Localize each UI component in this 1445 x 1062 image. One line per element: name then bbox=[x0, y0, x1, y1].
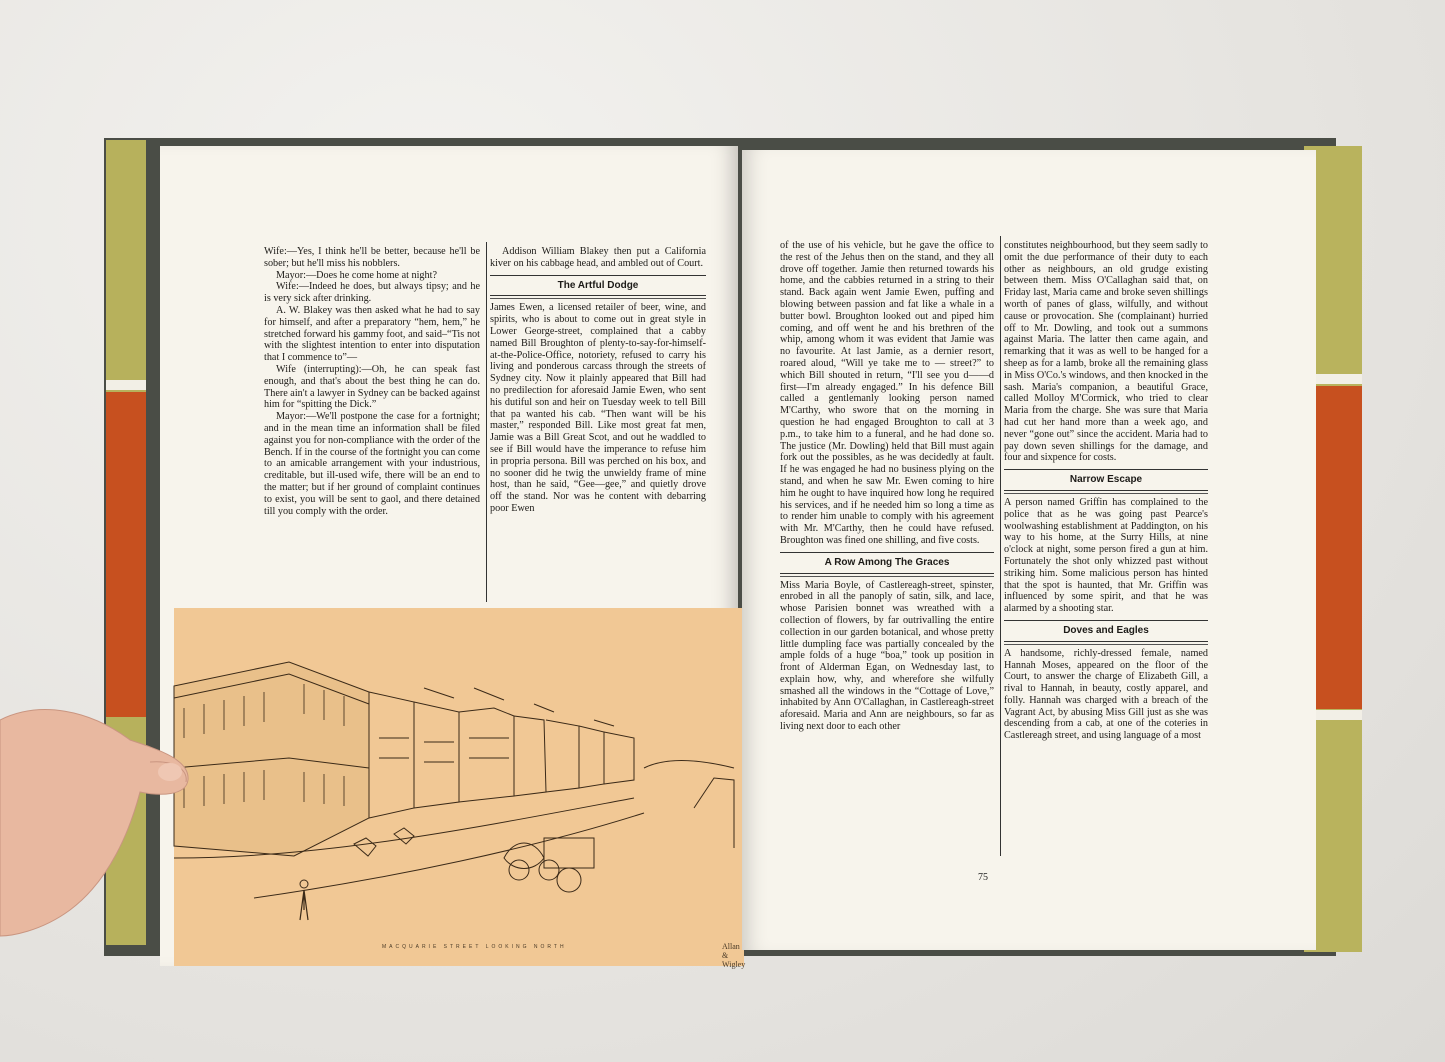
paragraph: Wife:—Yes, I think he'll be better, because he'll be sober; but he'll miss his nobblers. bbox=[264, 246, 480, 269]
illustration-caption: MACQUARIE STREET LOOKING NORTH bbox=[382, 944, 567, 950]
right-column-2 bbox=[1004, 240, 1208, 742]
paragraph: A person named Griffin has complained to the police that as he was going past Pearce's woolwashing establishment at Paddington, on his way to his home, at the Surry Hills, at nine o'clock at night, some person fired a gun at him. Fortunately the shot only whizzed past without striking him. Some malicious person has hinted that the spot is haunted, that Mr. Griffin was influenced by some spirit, and that he was alarmed by a shooting star. bbox=[1004, 496, 1208, 615]
street-engraving bbox=[174, 608, 744, 966]
publisher-credit: Allan & Wigley bbox=[722, 942, 746, 969]
paragraph: James Ewen, a licensed retailer of beer, wine, and spirits, who is about to come out in great style in Lower George-street, complained that a cabby named Bill Broughton of plenty-to-say-for-himself-at-the-Police-Office, notoriety, refused to carry his living and ponderous carcass through the streets of Sydney city. Now it plainly appeared that Bill had no predilection for aforesaid Jamie Ewen, who sent his dutiful son and heir on Tuesday week to tell Bill that pa wanted his cab. “Then want will be his master,” responded Bill. Like most great fat men, Jamie was a Bill Great Scot, and out he waddled to see if Bill would have the imperance to refuse him in propria persona. Bill was perched on his box, and no sooner did he twig the unwieldy frame of mine host, than he said, “Gee—gee,” and quietly drove off the stand. Nor was he content with debarring poor Ewen bbox=[490, 302, 706, 514]
paragraph: Mayor:—We'll postpone the case for a fortnight; and in the mean time an information shall be filed against you for non-compliance with the order of the Bench. If in the course of the fortnight you can come to an amicable arrangement with your industrious, creditable, but ill-used wife, there will be an end to the matter; but if her ground of complaint continues to exist, you will be sent to gaol, and there detained till you comply with the order. bbox=[264, 411, 480, 517]
paragraph: Mayor:—Does he come home at night? bbox=[276, 269, 437, 281]
paragraph: A. W. Blakey was then asked what he had to say for himself, and after a preparatory “hem, hem,” he stretched forward his gammy foot, and said–“Tis not with the slightest intention to enter into disputation that I commence to”— bbox=[264, 304, 480, 364]
cover-band-left bbox=[106, 380, 146, 390]
paragraph: of the use of his vehicle, but he gave the office to the rest of the Jehus then on the stand, and they all drove off together. Jamie then returned towards his home, and the cabbies returned in a string to their stand. Back again went Jamie Ewen, puffing and blowing between passion and fat like a whale in a butter bowl. Broughton looked out and piped him coming, and off went he and his brethren of the whip, among whom it was evident that Jamie was no favourite. At last Jamie, as a dernier resort, roared aloud, “Will ye take me to — street?” to which Bill shouted in return, “I'll see you d——d first—I'm already engaged.” In his defence Bill called a gentlemanly looking person named M'Carthy, who swore that on the morning in question he had engaged Broughton to call at 3 p.m., to take him to a funeral, and he had done so. The justice (Mr. Dowling) held that Bill must again fork out the possibles, as he was decidedly at fault. If he was engaged he had no business plying on the stand, and when he saw Mr. Ewen coming to hire him he ought to have inquired how long he required his services, and if he needed him so long a time as to render him unable to comply with his agreement with Mr. M'Carthy, then he could have refused. Broughton was fined one shilling, and five costs. bbox=[780, 240, 994, 546]
paragraph: constitutes neighbourhood, but they seem sadly to omit the due performance of their duty to each other as neighbours, an old grudge existing between them. Miss O'Callaghan said that, on Friday last, Maria came and broke seven shillings worth of panes of glass, wilfully, and without cause or provocation. She (complainant) hurried off to Mr. Dowling, and took out a summons against Maria. The latter then came again, and remarking that it was as well to be hanged for a sheep as for a lamb, broke all the remaining glass in Miss O'Co.'s windows, and then knocked in the sash. Maria's companion, a beautiful Grace, called Molloy M'Cormick, who tried to clear Maria from the charge. She was sure that Maria had cut her hand more than a week ago, and never “gone out” since the accident. Maria had to pay down seven shillings for the damage, and four and sixpence for costs. bbox=[1004, 240, 1209, 464]
column-rule bbox=[1000, 236, 1001, 856]
paragraph: Wife (interrupting):—Oh, he can speak fast enough, and that's about the best thing he can do. There ain't a lawyer in Sydney can be backed against him for “spitting the Dick.” bbox=[264, 363, 480, 411]
section-heading-doves-eagles: Doves and Eagles bbox=[1004, 620, 1208, 642]
page-number: 75 bbox=[978, 872, 988, 883]
paragraph: A handsome, richly-dressed female, named Hannah Moses, appeared on the floor of the Court, to answer the charge of Elizabeth Gill, a rival to Hannah, in beauty, costly apparel, and folly. Hannah was charged with a breach of the Vagrant Act, by abusing Miss Gill just as she was descending from a cab, at one of the coteries in Castlereagh street, and using language of a most bbox=[1004, 647, 1208, 742]
cover-stripe-left bbox=[106, 392, 146, 717]
hand-image bbox=[0, 700, 200, 940]
paragraph: Addison William Blakey then put a California kiver on his cabbage head, and ambled out of Court. bbox=[490, 246, 706, 269]
left-column-2 bbox=[490, 246, 706, 515]
street-illustration bbox=[174, 608, 746, 969]
section-heading-narrow-escape: Narrow Escape bbox=[1004, 469, 1208, 491]
right-page bbox=[742, 150, 1316, 950]
column-rule bbox=[486, 242, 487, 602]
left-column-1 bbox=[264, 246, 480, 517]
section-heading-artful-dodge: The Artful Dodge bbox=[490, 275, 706, 297]
left-page bbox=[160, 146, 746, 969]
right-column-1 bbox=[780, 240, 994, 733]
paragraph: Miss Maria Boyle, of Castlereagh-street, spinster, enrobed in all the panoply of satin, silk, and lace, whose Parisien bonnet was wreathed with a collection of flowers, by far outrivalling the entire collection in our garden botanical, and whose pretty little dumpling face was partially concealed by the ample folds of a huge “boa,” took up position in front of Alderman Egan, on Wednesday last, to explain how, why, and wherefore she wilfully smashed all the windows in the “Cottage of Love,” inhabited by Ann O'Callaghan, in Castlereagh-street aforesaid. Maria and Ann are neighbours, so far as living next door to each other bbox=[780, 579, 994, 733]
section-heading-row-among-graces: A Row Among The Graces bbox=[780, 552, 994, 574]
paragraph: Wife:—Indeed he does, but always tipsy; and he is very sick after drinking. bbox=[264, 281, 480, 305]
